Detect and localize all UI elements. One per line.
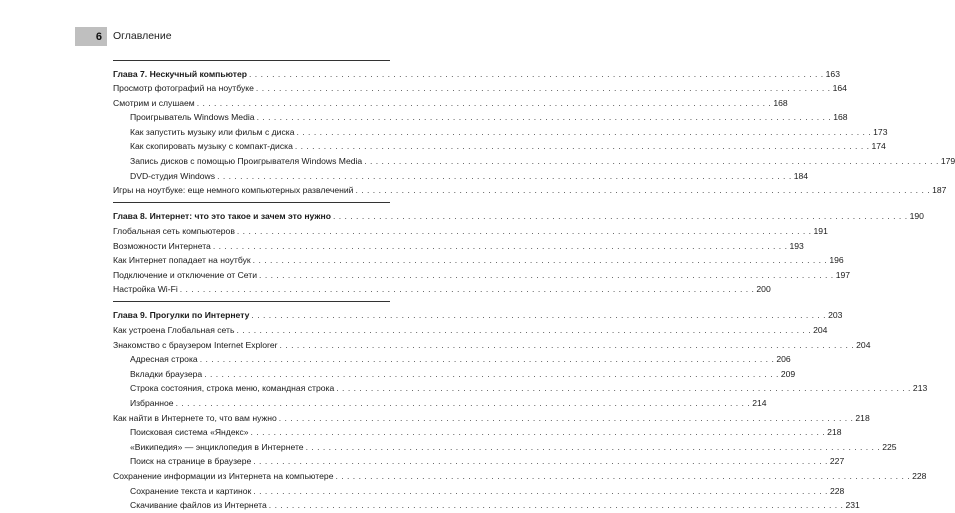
- entry-title: Как запустить музыку или фильм с диска: [130, 126, 295, 137]
- dot-leader: [280, 338, 855, 353]
- toc-entry[interactable]: [113, 396, 767, 411]
- dot-leader: [335, 469, 910, 484]
- entry-page-number: 206: [776, 354, 791, 365]
- toc-entry[interactable]: [113, 282, 771, 297]
- dot-leader: [237, 224, 812, 239]
- entry-title: Сохранение информации из Интернета на компьютере: [113, 470, 334, 481]
- dot-leader: [217, 169, 792, 184]
- entry-title: Смотрим и слушаем: [113, 97, 195, 108]
- entry-title: Скачивание файлов из Интернета: [130, 500, 267, 511]
- dot-leader: [269, 498, 844, 513]
- entry-page-number: 197: [835, 269, 851, 280]
- entry-page-number: 218: [827, 427, 842, 438]
- entry-title: Поиск на странице в браузере: [130, 456, 252, 467]
- entry-page-number: 196: [829, 255, 844, 266]
- entry-title: Строка состояния, строка меню, командная строка: [130, 383, 335, 394]
- dot-leader: [297, 125, 872, 140]
- entry-page-number: 174: [871, 141, 886, 152]
- dot-leader: [236, 323, 811, 338]
- entry-title: Проигрыватель Windows Media: [130, 112, 255, 123]
- toc-entry[interactable]: [113, 239, 804, 254]
- entry-title: Просмотр фотографий на ноутбуке: [113, 83, 254, 94]
- entry-title: Адресная строка: [130, 354, 198, 365]
- entry-title: Подключение и отключение от Сети: [113, 269, 258, 280]
- toc-entry[interactable]: [113, 110, 848, 125]
- table-of-contents: [113, 55, 955, 513]
- dot-leader: [333, 209, 908, 224]
- section-divider: [113, 202, 390, 203]
- toc-entry[interactable]: [113, 81, 847, 96]
- dot-leader: [364, 154, 939, 169]
- toc-entry[interactable]: [113, 323, 828, 338]
- toc-entry[interactable]: [113, 224, 828, 239]
- toc-entry[interactable]: [113, 338, 871, 353]
- toc-entry[interactable]: [113, 268, 851, 283]
- entry-page-number: 179: [940, 156, 955, 167]
- entry-title: «Википедия» — энциклопедия в Интернете: [130, 441, 304, 452]
- entry-title: Знакомство с браузером Internet Explorer: [113, 339, 278, 350]
- entry-page-number: 225: [882, 441, 897, 452]
- section-divider: [113, 60, 390, 61]
- entry-title: Глава 9. Прогулки по Интернету: [113, 310, 250, 321]
- entry-title: Глава 7. Нескучный компьютер: [113, 68, 248, 79]
- toc-entry[interactable]: [113, 352, 791, 367]
- toc-chapter-entry[interactable]: [113, 209, 924, 224]
- entry-page-number: 231: [845, 500, 860, 511]
- dot-leader: [295, 139, 870, 154]
- toc-entry[interactable]: [113, 425, 842, 440]
- dot-leader: [197, 96, 772, 111]
- toc-entry[interactable]: [113, 440, 897, 455]
- section-divider: [113, 301, 390, 302]
- dot-leader: [306, 440, 881, 455]
- entry-title: Как устроена Глобальная сеть: [113, 325, 235, 335]
- entry-title: Как Интернет попадает на ноутбук: [113, 255, 251, 266]
- dot-leader: [253, 484, 828, 499]
- entry-page-number: 227: [829, 456, 845, 467]
- entry-page-number: 218: [855, 412, 870, 423]
- entry-title: Избранное: [130, 397, 174, 408]
- entry-page-number: 163: [825, 68, 840, 79]
- entry-title: Как скопировать музыку с компакт-диска: [130, 141, 293, 152]
- dot-leader: [253, 253, 828, 268]
- entry-page-number: 213: [912, 383, 928, 394]
- entry-title: Вкладки браузера: [130, 368, 203, 379]
- entry-page-number: 187: [932, 185, 947, 196]
- toc-entry[interactable]: [113, 154, 955, 169]
- toc-entry[interactable]: [113, 183, 947, 198]
- entry-page-number: 214: [752, 397, 767, 408]
- toc-entry[interactable]: [113, 139, 886, 154]
- entry-page-number: 168: [833, 112, 848, 123]
- dot-leader: [259, 268, 834, 283]
- entry-page-number: 190: [909, 211, 924, 222]
- dot-leader: [253, 454, 828, 469]
- entry-page-number: 204: [813, 325, 828, 335]
- entry-page-number: 168: [773, 97, 788, 108]
- toc-entry[interactable]: [113, 469, 927, 484]
- toc-entry[interactable]: [113, 381, 928, 396]
- entry-page-number: 164: [832, 83, 847, 94]
- entry-title: Поисковая система «Яндекс»: [130, 427, 249, 438]
- entry-page-number: 204: [856, 339, 871, 350]
- page-header: [0, 27, 500, 46]
- running-title: Оглавление: [113, 30, 172, 42]
- toc-entry[interactable]: [113, 411, 870, 426]
- entry-page-number: 191: [813, 225, 828, 236]
- dot-leader: [257, 110, 832, 125]
- entry-title: Как найти в Интернете то, что вам нужно: [113, 412, 277, 423]
- entry-page-number: 209: [780, 368, 796, 379]
- toc-entry[interactable]: [113, 484, 845, 499]
- page-number-box: [75, 27, 107, 46]
- entry-title: DVD-студия Windows: [130, 170, 216, 181]
- dot-leader: [180, 282, 755, 297]
- dot-leader: [256, 81, 831, 96]
- entry-title: Сохранение текста и картинок: [130, 485, 252, 496]
- entry-page-number: 184: [793, 170, 809, 181]
- page-number: 6: [95, 30, 102, 43]
- entry-title: Запись дисков с помощью Проигрывателя Windows Media: [130, 156, 363, 167]
- dot-leader: [249, 67, 824, 82]
- entry-page-number: 203: [828, 310, 843, 321]
- entry-page-number: 200: [756, 284, 771, 295]
- dot-leader: [336, 381, 911, 396]
- entry-title: Глобальная сеть компьютеров: [113, 225, 235, 236]
- dot-leader: [251, 425, 826, 440]
- toc-entry[interactable]: [113, 96, 788, 111]
- dot-leader: [279, 411, 854, 426]
- entry-page-number: 228: [912, 470, 927, 481]
- entry-title: Возможности Интернета: [113, 240, 211, 251]
- dot-leader: [204, 367, 779, 382]
- dot-leader: [355, 183, 930, 198]
- toc-entry[interactable]: [113, 253, 844, 268]
- toc-entry[interactable]: [113, 454, 845, 469]
- toc-entry[interactable]: [113, 125, 888, 140]
- entry-page-number: 228: [829, 485, 845, 496]
- entry-title: Игры на ноутбуке: еще немного компьютерных развлечений: [113, 185, 354, 196]
- dot-leader: [251, 308, 826, 323]
- entry-title: Настройка Wi-Fi: [113, 284, 178, 295]
- dot-leader: [176, 396, 751, 411]
- dot-leader: [213, 239, 788, 254]
- entry-page-number: 173: [873, 126, 888, 137]
- toc-chapter-entry[interactable]: [113, 67, 840, 82]
- toc-entry[interactable]: [113, 498, 860, 513]
- dot-leader: [200, 352, 775, 367]
- entry-title: Глава 8. Интернет: что это такое и зачем это нужно: [113, 211, 331, 222]
- toc-chapter-entry[interactable]: [113, 308, 843, 323]
- toc-entry[interactable]: [113, 367, 796, 382]
- entry-page-number: 193: [789, 240, 804, 251]
- toc-entry[interactable]: [113, 169, 809, 184]
